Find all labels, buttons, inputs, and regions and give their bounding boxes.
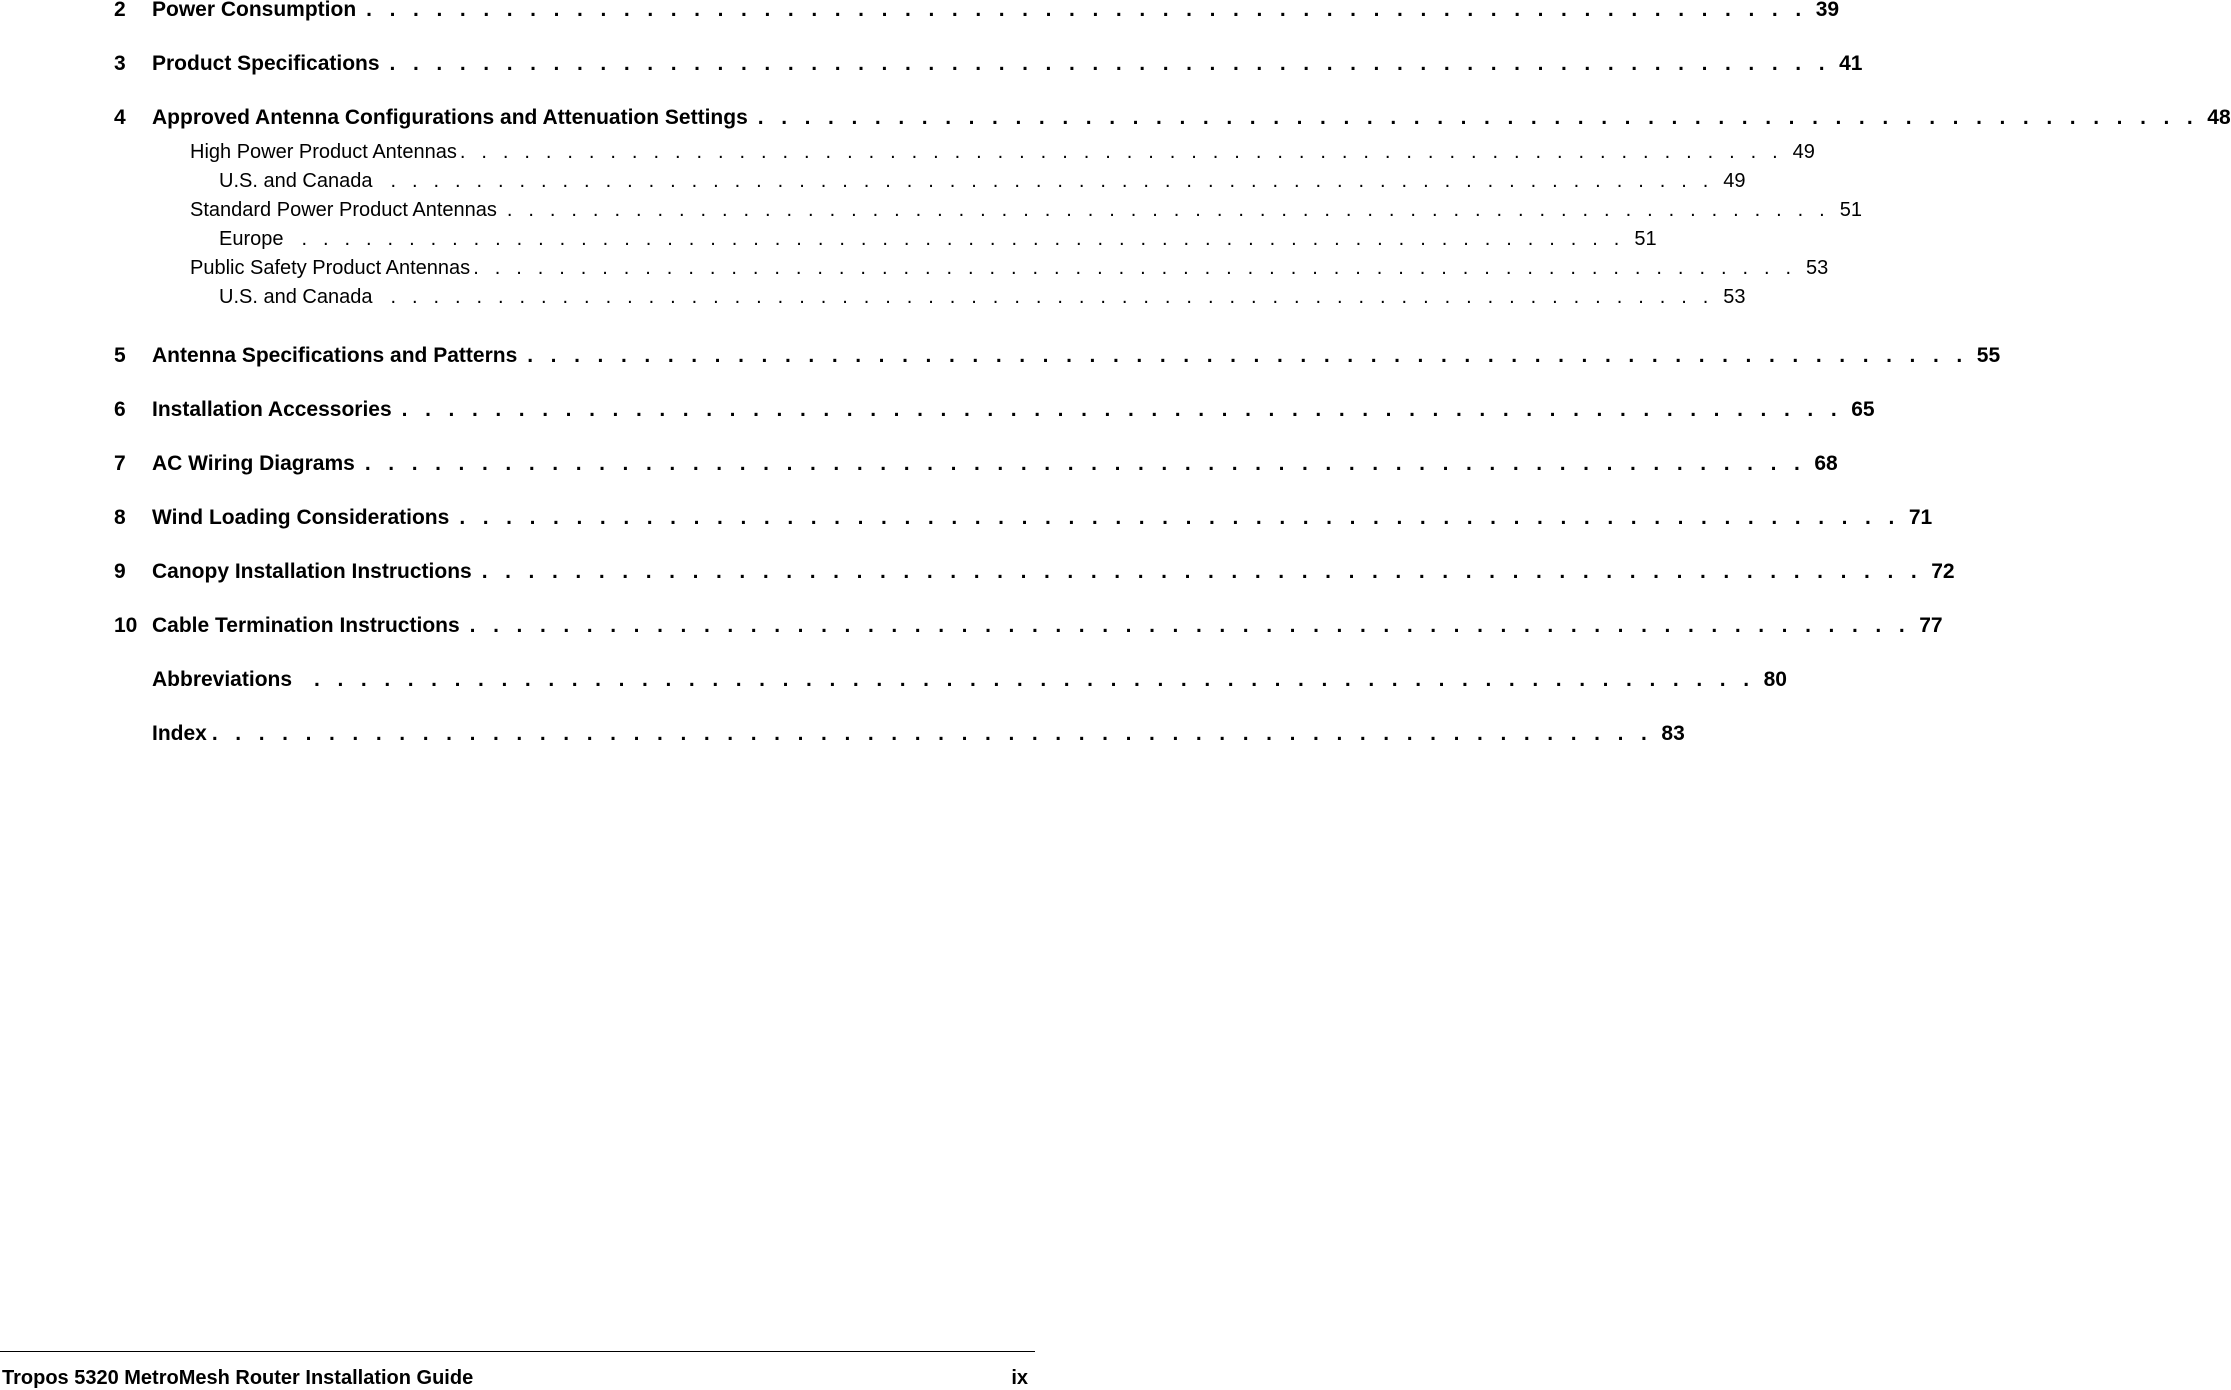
toc-chapter-number: 4	[114, 106, 126, 129]
toc-entry-title: Europe	[219, 228, 284, 250]
toc-chapter-number: 8	[114, 506, 126, 529]
toc-page-number: 55	[1976, 344, 2001, 367]
toc-entry-standard-power-product-antennas[interactable]	[0, 199, 1862, 223]
toc-entry-title: Standard Power Product Antennas	[190, 199, 497, 221]
toc-dot-leader: . . . . . . . . . . . . . . . . . . . . . . . . . . . . . . . . . . . . . . . . . . . . . . . . . . . . . . . . . . . . . .	[459, 141, 1783, 163]
toc-entry-wind-loading-considerations[interactable]	[0, 506, 1933, 532]
toc-entry-approved-antenna-configurations[interactable]	[0, 106, 2231, 132]
toc-page-number: 53	[1723, 286, 1746, 308]
toc-page-number: 71	[1908, 506, 1933, 529]
toc-entry-title: High Power Product Antennas	[190, 141, 457, 163]
toc-entry-high-power-product-antennas[interactable]	[0, 141, 1815, 165]
toc-entry-public-safety-product-antennas[interactable]	[0, 257, 1829, 281]
toc-dot-leader: . . . . . . . . . . . . . . . . . . . . . . . . . . . . . . . . . . . . . . . . . . . . . . . . . . . . . . . . . . . . . .	[401, 398, 1843, 421]
toc-page-number: 41	[1839, 52, 1863, 75]
toc-entry-us-and-canada[interactable]	[0, 170, 1746, 194]
toc-dot-leader: . . . . . . . . . . . . . . . . . . . . . . . . . . . . . . . . . . . . . . . . . . . . . . . . . . . . . . . . . . . . . .	[757, 106, 2199, 129]
toc-page-number: 49	[1792, 141, 1815, 163]
toc-chapter-number: 5	[114, 344, 126, 367]
toc-dot-leader: . . . . . . . . . . . . . . . . . . . . . . . . . . . . . . . . . . . . . . . . . . . . . . . . . . . . . . . . . . . . . .	[211, 722, 1653, 745]
toc-dot-leader: . . . . . . . . . . . . . . . . . . . . . . . . . . . . . . . . . . . . . . . . . . . . . . . . . . . . . . . . . . . . . .	[364, 452, 1806, 475]
toc-entry-title: Index	[152, 722, 207, 745]
toc-entry-antenna-specifications-and-patterns[interactable]	[0, 344, 2001, 370]
toc-chapter-number: 10	[114, 614, 138, 637]
toc-entry-product-specifications[interactable]	[0, 52, 1863, 78]
toc-entry-ac-wiring-diagrams[interactable]	[0, 452, 1838, 478]
toc-entry-canopy-installation-instructions[interactable]	[0, 560, 1955, 586]
toc-entry-title: AC Wiring Diagrams	[152, 452, 355, 475]
toc-entry-title: Installation Accessories	[152, 398, 392, 421]
toc-entry-title: Canopy Installation Instructions	[152, 560, 472, 583]
footer-page-number: ix	[1011, 1367, 1028, 1389]
toc-chapter-number: 3	[114, 52, 126, 75]
toc-entry-title: Abbreviations	[152, 668, 293, 691]
toc-dot-leader: . . . . . . . . . . . . . . . . . . . . . . . . . . . . . . . . . . . . . . . . . . . . . . . . . . . . . . . . . . . . . .	[473, 257, 1797, 279]
toc-page-number: 65	[1851, 398, 1875, 421]
toc-entry-title: Approved Antenna Configurations and Attenuation Settings	[152, 106, 748, 129]
toc-dot-leader: . . . . . . . . . . . . . . . . . . . . . . . . . . . . . . . . . . . . . . . . . . . . . . . . . . . . . . . . . . . . . .	[390, 286, 1714, 308]
toc-entry-power-consumption[interactable]	[0, 0, 1840, 24]
toc-dot-leader: . . . . . . . . . . . . . . . . . . . . . . . . . . . . . . . . . . . . . . . . . . . . . . . . . . . . . . . . . . . . . .	[481, 560, 1923, 583]
toc-page-number: 83	[1661, 722, 1685, 745]
footer-divider	[0, 1351, 1035, 1352]
toc-entry-title: U.S. and Canada	[219, 170, 373, 192]
toc-entry-title: U.S. and Canada	[219, 286, 373, 308]
toc-entry-title: Antenna Specifications and Patterns	[152, 344, 518, 367]
toc-page-number: 68	[1814, 452, 1838, 475]
toc-dot-leader: . . . . . . . . . . . . . . . . . . . . . . . . . . . . . . . . . . . . . . . . . . . . . . . . . . . . . . . . . . . . . .	[469, 614, 1911, 637]
toc-entry-abbreviations[interactable]	[0, 668, 1787, 694]
toc-dot-leader: . . . . . . . . . . . . . . . . . . . . . . . . . . . . . . . . . . . . . . . . . . . . . . . . . . . . . . . . . . . . . .	[314, 668, 1755, 691]
toc-entry-title: Product Specifications	[152, 52, 380, 75]
toc-page-number: 80	[1763, 668, 1787, 691]
toc-entry-cable-termination-instructions[interactable]	[0, 614, 1943, 640]
toc-page-number: 49	[1723, 170, 1746, 192]
toc-dot-leader: . . . . . . . . . . . . . . . . . . . . . . . . . . . . . . . . . . . . . . . . . . . . . . . . . . . . . . . . . . . . . .	[459, 506, 1901, 529]
toc-chapter-number: 2	[114, 0, 126, 21]
footer-document-title: Tropos 5320 MetroMesh Router Installation Guide	[2, 1367, 474, 1389]
toc-chapter-number: 9	[114, 560, 126, 583]
toc-page-number: 51	[1634, 228, 1657, 250]
toc-dot-leader: . . . . . . . . . . . . . . . . . . . . . . . . . . . . . . . . . . . . . . . . . . . . . . . . . . . . . . . . . . . . . .	[390, 170, 1714, 192]
toc-page-number: 39	[1815, 0, 1840, 21]
toc-page-number: 72	[1931, 560, 1955, 583]
toc-page-number: 77	[1919, 614, 1943, 637]
toc-entry-europe[interactable]	[0, 228, 1657, 252]
toc-page-number: 51	[1839, 199, 1862, 221]
toc-dot-leader: . . . . . . . . . . . . . . . . . . . . . . . . . . . . . . . . . . . . . . . . . . . . . . . . . . . . . . . . . . . . . .	[506, 199, 1830, 221]
toc-page-number: 48	[2207, 106, 2231, 129]
toc-chapter-number: 6	[114, 398, 126, 421]
toc-entry-us-and-canada[interactable]	[0, 286, 1746, 310]
toc-entry-installation-accessories[interactable]	[0, 398, 1875, 424]
toc-entry-index[interactable]	[0, 722, 1685, 748]
toc-dot-leader: . . . . . . . . . . . . . . . . . . . . . . . . . . . . . . . . . . . . . . . . . . . . . . . . . . . . . . . . . . . . . .	[366, 0, 1808, 21]
toc-page-number: 53	[1806, 257, 1829, 279]
toc-chapter-number: 7	[114, 452, 126, 475]
toc-dot-leader: . . . . . . . . . . . . . . . . . . . . . . . . . . . . . . . . . . . . . . . . . . . . . . . . . . . . . . . . . . . . . .	[389, 52, 1831, 75]
toc-entry-title: Wind Loading Considerations	[152, 506, 450, 529]
toc-entry-title: Power Consumption	[152, 0, 357, 21]
toc-entry-title: Public Safety Product Antennas	[190, 257, 471, 279]
toc-entry-title: Cable Termination Instructions	[152, 614, 460, 637]
toc-dot-leader: . . . . . . . . . . . . . . . . . . . . . . . . . . . . . . . . . . . . . . . . . . . . . . . . . . . . . . . . . . . . . .	[527, 344, 1969, 367]
toc-dot-leader: . . . . . . . . . . . . . . . . . . . . . . . . . . . . . . . . . . . . . . . . . . . . . . . . . . . . . . . . . . . . . .	[301, 228, 1625, 250]
